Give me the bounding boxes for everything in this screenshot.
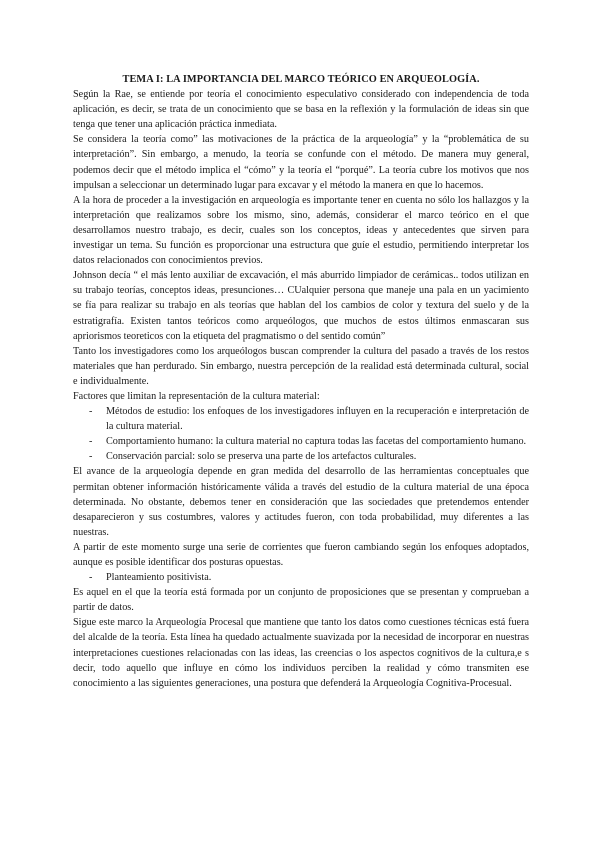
paragraph-processual-archaeology: Sigue este marco la Arqueología Procesal que mantiene que tanto los datos como cuestiones técnicas está fuera del alcalde de la teoría. Esta línea ha quedado actualmente suavizada por la necesidad de incorporar en nuestras interpretaciones cuestiones relacionadas con las ideas, las creencias o los aspectos cognitivos de la cultura,e s decir, todo aquello que influye en cómo los individuos perciben la realidad y cómo transmiten ese conocimiento a las siguientes generaciones, una postura que defenderá la Arqueología Cognitiva-Procesual.: [73, 617, 529, 689]
paragraph-limiting-factors: Factores que limitan la representación de la cultura material:: [73, 390, 320, 402]
paragraph-positivist-definition: Es aquel en el que la teoría está formada por un conjunto de proposiciones que se presentan y comprueban a partir de datos.: [73, 587, 529, 614]
paragraph-johnson-quote: Johnson decía “ el más lento auxiliar de excavación, el más aburrido limpiador de cerámicas.. todos utilizan en su trabajo teorías, conceptos ideas, presunciones… CUalquier persona que maneje una pala en un yacimiento se fía para realizar su trabajo en als teorías que hablan del los cambios de color y textura del suelo y de la estratigrafía. Existen tantos teóricos como arqueólogos, que muchos de estos últimos enmascaran sus apriorismos teoreticos con la etiqueta del pragmatismo o del sentido común”: [73, 270, 529, 342]
document-title: TEMA I: LA IMPORTANCIA DEL MARCO TEÓRICO EN ARQUEOLOGÍA.: [122, 74, 480, 85]
paragraph-opposing-postures: A partir de este momento surge una serie de corrientes que fueron cambiando según los enfoques adoptados, aunque es posible identificar dos posturas opuestas.: [73, 541, 529, 568]
paragraph-theory-vs-method: Se considera la teoría como” las motivaciones de la práctica de la arqueología” y la “problemática de su interpretación”. Sin embargo, a menudo, la teoría se confunde con el método. De manera muy general, podemos decir que el método implica el “cómo” y la teoría el “porqué”. La teoría cubre los motivos que nos impulsan a seleccionar un determinado lugar para excavar y el método la manera en que lo hacemos.: [73, 134, 529, 191]
paragraph-conceptual-tools: El avance de la arqueología depende en gran medida del desarrollo de las herramientas conceptuales que permitan obtener información históricamente válida a través del estudio de la cultura material de una época determinada. No obstante, debemos tener en consideración que las sociedades que pretendemos entender desaparecieron y sus costumbres, valores y actitudes fueron, con toda probabilidad, muy diferentes a las nuestras.: [73, 466, 529, 538]
list-item-study-methods: - Métodos de estudio: los enfoques de los investigadores influyen en la recuperación e interpretación de la cultura material.: [73, 404, 529, 434]
document-page: [73, 72, 529, 691]
factors-list: [73, 404, 529, 464]
list-item-partial-conservation: - Conservación parcial: solo se preserva una parte de los artefactos culturales.: [73, 449, 529, 464]
paragraph-material-culture: Tanto los investigadores como los arqueólogos buscan comprender la cultura del pasado a través de los restos materiales que han perdurado. Sin embargo, nuestra percepción de la realidad está determinada cultural, social e individualmente.: [73, 345, 529, 387]
list-item-human-behavior: - Comportamiento humano: la cultura material no captura todas las facetas del comportamiento humano.: [73, 434, 529, 449]
list-item-positivist: - Planteamiento positivista.: [73, 570, 529, 585]
approaches-list: [73, 570, 529, 585]
paragraph-rae-definition: Según la Rae, se entiende por teoría el conocimiento especulativo considerado con independencia de toda aplicación, es decir, se trata de un conocimiento que se basa en la reflexión y la formulación de ideas sin que tenga que tener una aplicación práctica inmediata.: [73, 89, 529, 131]
paragraph-theoretical-framework: A la hora de proceder a la investigación en arqueología es importante tener en cuenta no sólo los hallazgos y la interpretación que realizamos sobre los mismo, sino, además, considerar el marco teórico en el que desarrollamos nuestro trabajo, es decir, cuales son los conceptos, ideas y antecedentes que sirven para investigar un tema. Su función es proporcionar una estructura que guíe el estudio, permitiendo interpretar los datos relacionados con conocimientos previos.: [73, 194, 529, 267]
